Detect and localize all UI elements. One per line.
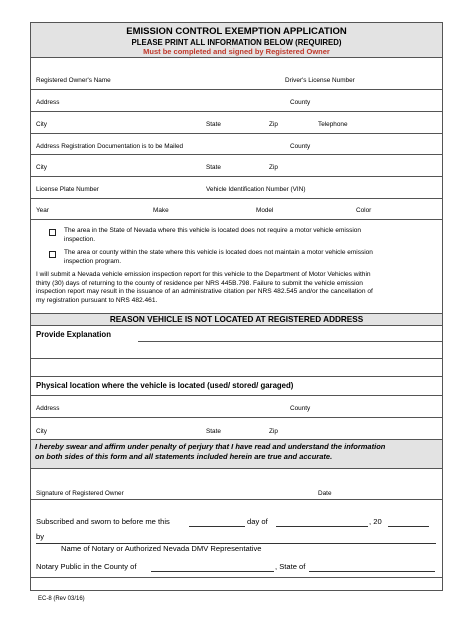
notary-county-field[interactable] <box>151 571 274 572</box>
mailing-state-label: State <box>206 164 221 171</box>
owner-telephone-label: Telephone <box>318 121 348 128</box>
option-no-inspection-required-checkbox[interactable] <box>49 229 56 236</box>
year-label: Year <box>36 207 49 214</box>
location-county-label: County <box>290 405 311 412</box>
signature-row[interactable] <box>31 469 442 500</box>
form-code: EC-8 (Rev 03/16) <box>38 596 85 602</box>
form-notice: Must be completed and signed by Registered Owner <box>143 47 330 56</box>
vehicle-plate-row[interactable] <box>31 177 442 199</box>
license-plate-label: License Plate Number <box>36 186 99 193</box>
form-title: EMISSION CONTROL EXEMPTION APPLICATION <box>126 26 347 37</box>
owner-city-row[interactable] <box>31 112 442 134</box>
inspection-statement: I will submit a Nevada vehicle emission inspection report for this vehicle to the Department of Motor Vehicles within thirty (30) days of returning to the county of residence per NRS 445B.798. Failure to submit the vehicle emission inspection report may result in the issuance of an administrative citation per NRS 482.545 and/or the cancellation of my registration pursuant to NRS 482.461. <box>36 271 373 304</box>
form-subtitle: PLEASE PRINT ALL INFORMATION BELOW (REQUIRED) <box>131 38 342 47</box>
mailing-city-row[interactable] <box>31 155 442 177</box>
form-header <box>31 23 442 58</box>
owner-name-row[interactable] <box>31 58 442 90</box>
mailing-city-label: City <box>36 164 48 171</box>
owner-zip-label: Zip <box>269 121 278 128</box>
make-label: Make <box>153 207 169 214</box>
model-label: Model <box>256 207 274 214</box>
location-zip-label: Zip <box>269 428 278 435</box>
owner-city-label: City <box>36 121 48 128</box>
location-city-label: City <box>36 428 48 435</box>
explanation-line-1[interactable] <box>138 341 442 342</box>
signature-label: Signature of Registered Owner <box>36 490 124 497</box>
sworn-year-prefix: , 20 <box>369 517 382 526</box>
color-label: Color <box>356 207 372 214</box>
location-city-row[interactable] <box>31 418 442 439</box>
notary-name-label: Name of Notary or Authorized Nevada DMV Representative <box>61 544 262 553</box>
sworn-day-of-label: day of <box>247 517 268 526</box>
owner-address-row[interactable] <box>31 90 442 112</box>
location-state-label: State <box>206 428 221 435</box>
emission-exemption-form <box>30 22 443 591</box>
option-no-inspection-program-checkbox[interactable] <box>49 251 56 258</box>
explanation-line-2[interactable] <box>31 358 442 359</box>
drivers-license-label: Driver's License Number <box>285 77 355 84</box>
sworn-day-field[interactable] <box>189 526 245 527</box>
sworn-year-field[interactable] <box>388 526 429 527</box>
location-address-label: Address <box>36 405 60 412</box>
explanation-line-3[interactable] <box>31 376 442 377</box>
physical-location-heading: Physical location where the vehicle is located (used/ stored/ garaged) <box>36 381 294 390</box>
owner-name-label: Registered Owner's Name <box>36 77 111 84</box>
reason-banner: REASON VEHICLE IS NOT LOCATED AT REGISTERED ADDRESS <box>31 313 442 326</box>
vehicle-details-row[interactable] <box>31 199 442 220</box>
notary-state-prefix: , State of <box>275 562 306 571</box>
signature-date-label: Date <box>318 490 332 497</box>
explanation-label: Provide Explanation <box>36 330 111 339</box>
option-no-inspection-program-text: The area or county within the state where this vehicle is located does not maintain a motor vehicle emission inspection program. <box>64 249 373 265</box>
notary-state-field[interactable] <box>309 571 435 572</box>
owner-county-label: County <box>290 99 311 106</box>
owner-state-label: State <box>206 121 221 128</box>
by-label: by <box>36 532 45 541</box>
sworn-month-field[interactable] <box>276 526 368 527</box>
sworn-prefix: Subscribed and sworn to before me this <box>36 517 170 526</box>
mailing-zip-label: Zip <box>269 164 278 171</box>
mailing-address-row[interactable] <box>31 134 442 155</box>
notary-county-prefix: Notary Public in the County of <box>36 562 137 571</box>
perjury-oath: I hereby swear and affirm under penalty of perjury that I have read and understand the information on both sides of this form and all statements included herein are true and accurate. <box>31 439 442 469</box>
mailing-address-label: Address Registration Documentation is to be Mailed <box>36 143 184 150</box>
mailing-county-label: County <box>290 143 311 150</box>
notary-section-divider <box>31 577 442 578</box>
vin-label: Vehicle Identification Number (VIN) <box>206 186 306 193</box>
location-address-row[interactable] <box>31 395 442 418</box>
option-no-inspection-required-text: The area in the State of Nevada where this vehicle is located does not require a motor vehicle emission inspection. <box>64 227 361 243</box>
owner-address-label: Address <box>36 99 60 106</box>
